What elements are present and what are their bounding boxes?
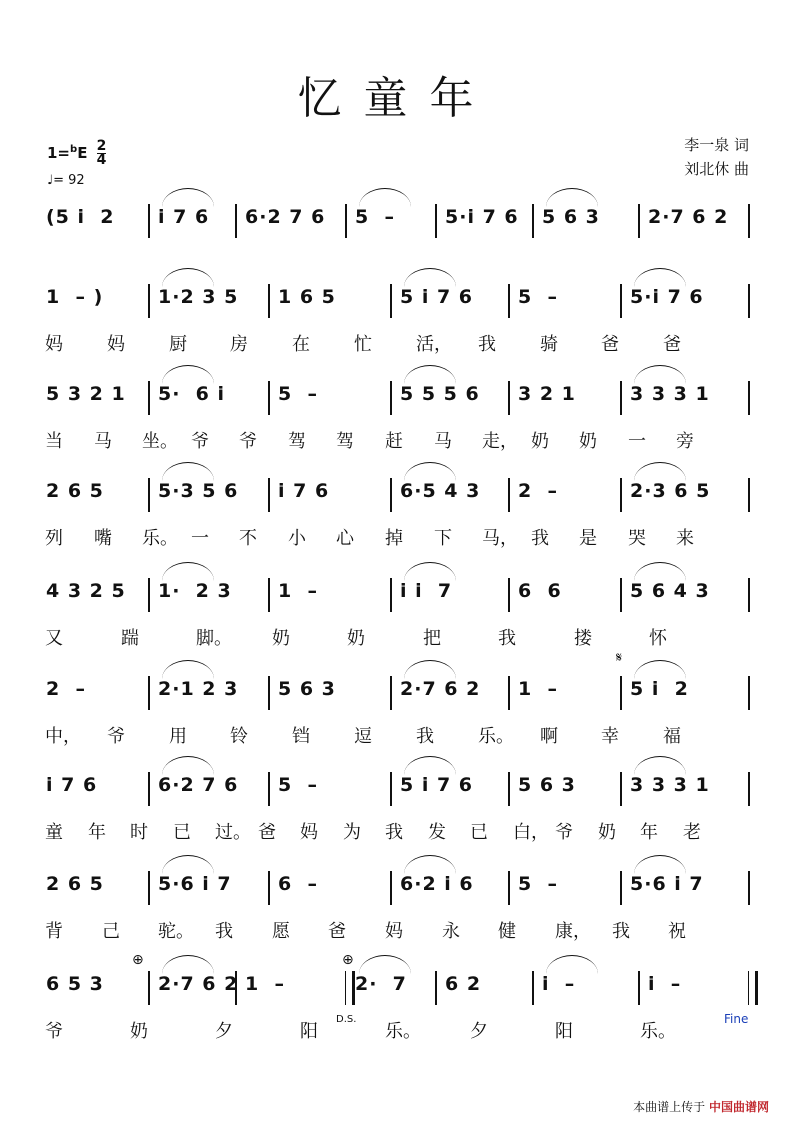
barline [620,871,622,905]
lyric-syllable: 乐。 [142,528,178,549]
composer-credit: 刘北休 曲 [684,160,749,178]
lyric-syllable: 乐。 [640,1021,676,1042]
measure-notes: 5·3 5 6 [158,480,239,502]
lyric-syllable: 驾 [288,431,306,452]
barline [638,971,640,1005]
lyrics-line [45,1017,745,1043]
score-row [0,676,793,771]
barline [620,381,622,415]
measure-notes: i 7 6 [278,480,330,502]
measure-notes: 5 6 3 [518,774,576,796]
lyric-syllable: 哭 [628,528,646,549]
barline [748,204,750,238]
barline [638,204,640,238]
fine-label: Fine [724,1012,749,1026]
segno-icon: 𝄋 [616,650,623,666]
barline [390,578,392,612]
lyric-syllable: 驾 [336,431,354,452]
lyric-syllable: 爷 [555,822,573,843]
measure-notes: 1·2 3 5 [158,286,239,308]
lyric-syllable: 马， [482,528,518,549]
measure-notes: 2 6 5 [46,873,104,895]
measure-notes: 5·6 i 7 [630,873,704,895]
lyric-syllable: 赶 [385,431,403,452]
measure-notes: 2 – [46,678,86,700]
lyric-syllable: 一 [628,431,646,452]
lyric-syllable: 厨 [169,334,187,355]
tempo-marking [47,173,85,188]
measure-notes: 2·7 6 2 [158,973,239,995]
lyric-syllable: 列 [45,528,63,549]
lyric-syllable: 年 [88,822,106,843]
measure-notes: 2·7 6 2 [648,206,729,228]
footer-site-logo: 中国曲谱网 [708,1100,769,1114]
measure-notes: 1 6 5 [278,286,336,308]
lyric-syllable: 爸 [601,334,619,355]
lyric-syllable: 忙 [354,334,372,355]
lyric-syllable: 房 [230,334,248,355]
lyric-syllable: 当 [45,431,63,452]
measure-notes: 5 i 2 [630,678,689,700]
barline [748,871,750,905]
lyric-syllable: 妈 [107,334,125,355]
barline [148,971,150,1005]
slur-mark [359,188,411,207]
slur-mark [546,188,598,207]
quarter-note-icon: ♩ [47,173,54,188]
lyric-syllable: 愿 [272,921,290,942]
barline [268,676,270,710]
measure-notes: 5 i 7 6 [400,774,474,796]
barline [268,578,270,612]
key-prefix: 1= [47,144,71,162]
lyric-syllable: 搂 [574,628,592,649]
barline [390,284,392,318]
coda-icon: ⊕ [132,952,144,968]
lyric-syllable: 永 [442,921,460,942]
measure-notes: i 7 6 [46,774,98,796]
lyric-syllable: 我 [385,822,403,843]
measure-notes: i – [648,973,682,995]
lyric-syllable: 坐。 [142,431,178,452]
score-row [0,284,793,379]
lyric-syllable: 一 [191,528,209,549]
measure-notes: 2·1 2 3 [158,678,239,700]
score-row [0,772,793,867]
barline [508,578,510,612]
score-row [0,578,793,673]
lyric-syllable: 乐。 [385,1021,421,1042]
measure-notes: 1· 2 3 [158,580,232,602]
measure-notes: 4 3 2 5 [46,580,126,602]
barline [268,871,270,905]
measure-notes: 5 i 7 6 [400,286,474,308]
measure-notes: 3 3 3 1 [630,774,710,796]
lyric-syllable: 老 [683,822,701,843]
lyric-syllable: 阳 [300,1021,318,1042]
lyrics-line [45,427,745,453]
barline [390,871,392,905]
measure-notes: 5·6 i 7 [158,873,232,895]
lyric-syllable: 妈 [300,822,318,843]
lyric-syllable: 妈 [45,334,63,355]
barline [508,772,510,806]
barline [148,478,150,512]
barline [620,578,622,612]
measure-notes: i – [542,973,576,995]
barline [390,478,392,512]
barline [748,772,750,806]
lyric-syllable: 掉 [385,528,403,549]
barline [148,772,150,806]
tempo-value: = 92 [53,173,85,188]
measure-notes: 5·i 7 6 [445,206,519,228]
lyric-syllable: 把 [423,628,441,649]
lyric-syllable: 祝 [668,921,686,942]
measure-notes: 5 – [355,206,395,228]
lyric-syllable: 已 [470,822,488,843]
lyric-syllable: 我 [478,334,496,355]
lyric-syllable: 时 [130,822,148,843]
key-signature [47,140,106,167]
barline [748,676,750,710]
lyric-syllable: 健 [498,921,516,942]
barline [620,284,622,318]
lyric-syllable: 来 [676,528,694,549]
lyric-syllable: 中， [45,726,81,747]
lyric-syllable: 脚。 [196,628,232,649]
measure-notes: 6 5 3 [46,973,104,995]
lyric-syllable: 童 [45,822,63,843]
lyric-syllable: 阳 [555,1021,573,1042]
lyric-syllable: 逗 [354,726,372,747]
measure-notes: 1 – ) [46,286,104,308]
flat-sign: b [70,144,78,155]
lyric-syllable: 旁 [676,431,694,452]
lyric-syllable: 妈 [385,921,403,942]
lyric-syllable: 爷 [191,431,209,452]
barline [748,578,750,612]
measure-notes: 1 – [278,580,318,602]
time-numerator: 2 [96,138,107,154]
lyrics-line [45,722,745,748]
lyric-syllable: 嘴 [94,528,112,549]
lyric-syllable: 下 [434,528,452,549]
barline [532,204,534,238]
measure-notes: 5 6 4 3 [630,580,710,602]
measure-notes: 5· 6 i [158,383,226,405]
measure-notes: 2· 7 [355,973,407,995]
lyric-syllable: 驼。 [158,921,194,942]
measure-notes: 5 6 3 [278,678,336,700]
lyric-syllable: 过。 [215,822,251,843]
measure-notes: 1 – [518,678,558,700]
lyric-syllable: 奶 [579,431,597,452]
measure-notes: 2·3 6 5 [630,480,711,502]
barline [435,971,437,1005]
key-letter: E [77,144,88,162]
lyric-syllable: 小 [288,528,306,549]
barline [268,381,270,415]
measure-notes: 6·2 7 6 [158,774,239,796]
score-title: 忆童年 [297,73,496,124]
lyric-syllable: 用 [169,726,187,747]
barline [390,676,392,710]
score-row [0,971,793,1066]
lyric-syllable: 己 [102,921,120,942]
lyric-syllable: 爷 [239,431,257,452]
lyric-syllable: 铃 [230,726,248,747]
measure-notes: 3 3 3 1 [630,383,710,405]
lyric-syllable: 踹 [121,628,139,649]
time-denominator: 4 [96,152,107,168]
lyric-syllable: 夕 [470,1021,488,1042]
score-row [0,871,793,966]
barline [148,578,150,612]
lyric-syllable: 马 [434,431,452,452]
measure-notes: 6 2 [445,973,482,995]
barline [148,381,150,415]
lyric-syllable: 年 [640,822,658,843]
lyrics-line [45,818,745,844]
barline [148,871,150,905]
measure-notes: 2 – [518,480,558,502]
lyrics-line [45,330,745,356]
lyric-syllable: 怀 [649,628,667,649]
barline [620,772,622,806]
measure-notes: 6 6 [518,580,562,602]
coda-icon: ⊕ [342,952,354,968]
lyric-syllable: 马 [94,431,112,452]
lyric-syllable: 我 [215,921,233,942]
barline [748,284,750,318]
barline [748,381,750,415]
lyric-syllable: 心 [336,528,354,549]
barline [235,204,237,238]
barline [620,676,622,710]
lyric-syllable: 奶 [598,822,616,843]
lyric-syllable: 我 [531,528,549,549]
measure-notes: 6 – [278,873,318,895]
lyric-syllable: 是 [579,528,597,549]
score-row [0,381,793,476]
barline [345,204,347,238]
measure-notes: 5 – [518,873,558,895]
lyric-syllable: 我 [416,726,434,747]
barline [268,772,270,806]
lyric-syllable: 爸 [258,822,276,843]
measure-notes: 5 – [518,286,558,308]
lyric-syllable: 奶 [347,628,365,649]
lyrics-line [45,624,745,650]
lyric-syllable: 已 [173,822,191,843]
barline [508,478,510,512]
lyric-syllable: 夕 [215,1021,233,1042]
footer-text: 本曲谱上传于 [633,1100,706,1114]
lyric-syllable: 奶 [130,1021,148,1042]
measure-notes: 5·i 7 6 [630,286,704,308]
barline [268,478,270,512]
barline [390,772,392,806]
lyric-syllable: 爷 [45,1021,63,1042]
lyric-syllable: 铛 [292,726,310,747]
lyric-syllable: 白， [513,822,549,843]
lyric-syllable: 骑 [540,334,558,355]
lyricist-credit: 李一泉 词 [684,136,749,154]
lyric-syllable: 发 [428,822,446,843]
lyric-syllable: 康， [555,921,591,942]
measure-notes: (5 i 2 [46,206,115,228]
measure-notes: 5 – [278,774,318,796]
measure-notes: 2 6 5 [46,480,104,502]
measure-notes: 5 3 2 1 [46,383,126,405]
lyric-syllable: 不 [239,528,257,549]
lyric-syllable: 我 [612,921,630,942]
lyric-syllable: 奶 [272,628,290,649]
lyric-syllable: 奶 [531,431,549,452]
lyric-syllable: 走， [482,431,518,452]
slur-mark [162,188,214,207]
lyric-syllable: 我 [498,628,516,649]
measure-notes: i 7 6 [158,206,210,228]
barline [508,381,510,415]
barline [148,676,150,710]
measure-notes: 1 – [245,973,285,995]
measure-notes: 6·2 7 6 [245,206,326,228]
measure-notes: 5 – [278,383,318,405]
barline [532,971,534,1005]
double-barline [345,971,355,1005]
lyric-syllable: 活， [416,334,452,355]
barline [435,204,437,238]
lyric-syllable: 又 [45,628,63,649]
barline [148,284,150,318]
double-barline [748,971,758,1005]
footer [633,1098,769,1115]
barline [390,381,392,415]
lyric-syllable: 福 [663,726,681,747]
lyric-syllable: 啊 [540,726,558,747]
barline [620,478,622,512]
lyrics-line [45,917,745,943]
lyric-syllable: 爷 [107,726,125,747]
barline [748,478,750,512]
barline [508,676,510,710]
barline [148,204,150,238]
measure-notes: 3 2 1 [518,383,576,405]
time-signature [97,140,107,167]
barline [508,871,510,905]
barline [268,284,270,318]
lyric-syllable: 为 [343,822,361,843]
measure-notes: i i 7 [400,580,453,602]
dal-segno-label: D.S. [336,1014,357,1025]
measure-notes: 6·5 4 3 [400,480,481,502]
measure-notes: 2·7 6 2 [400,678,481,700]
measure-notes: 5 6 3 [542,206,600,228]
lyric-syllable: 爸 [663,334,681,355]
measure-notes: 6·2 i 6 [400,873,474,895]
barline [508,284,510,318]
measure-notes: 5 5 5 6 [400,383,480,405]
lyric-syllable: 背 [45,921,63,942]
lyrics-line [45,524,745,550]
lyric-syllable: 幸 [601,726,619,747]
lyric-syllable: 在 [292,334,310,355]
lyric-syllable: 爸 [328,921,346,942]
lyric-syllable: 乐。 [478,726,514,747]
score-row [0,478,793,573]
